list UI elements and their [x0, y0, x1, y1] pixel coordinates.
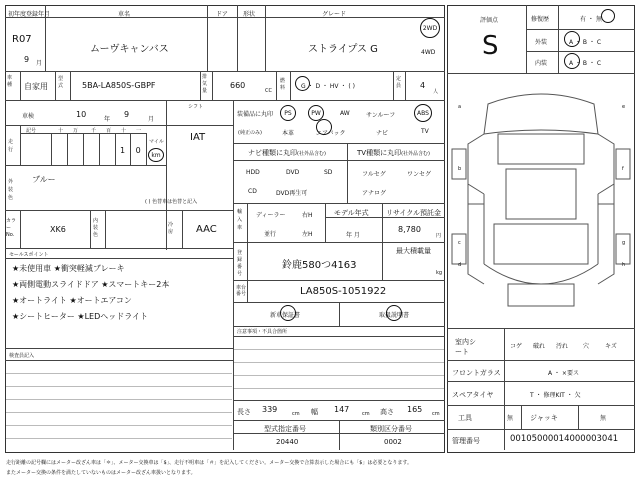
interior-label: 内装 [535, 60, 548, 67]
parallel-label: 並行 [264, 231, 277, 238]
equip-leather: 本革 [282, 130, 295, 137]
sales-point-label: セールスポイント [9, 252, 49, 258]
diagram-mark-a: a [458, 104, 462, 110]
equipment-label: 装備品に丸印 [237, 111, 274, 118]
displacement-value: 660 [230, 81, 246, 90]
mileage-label: 走行 [8, 139, 14, 153]
mileage-value: 1 0 [120, 146, 145, 155]
exterior-color-label: 外装色 [8, 179, 14, 201]
notes-label: 注意事項・不具合箇所 [237, 329, 288, 335]
width-label: 幅 [311, 408, 318, 416]
grade-label: グレード [322, 11, 347, 18]
mileage-digit-2: 万 [73, 128, 79, 134]
spare-tire-options: T ・ 修理KIT ・ 欠 [530, 392, 581, 399]
model-year-label: モデル年式 [334, 209, 369, 217]
drive-2wd: 2WD [420, 18, 440, 38]
model-prefix-label: 型式 [58, 76, 64, 89]
name-label: 車名 [118, 11, 131, 18]
front-glass-label: フロントガラス [452, 369, 501, 377]
mileage-digit-6: 一 [136, 128, 142, 134]
inspection-label: 車検 [22, 113, 35, 120]
nav-sd: SD [324, 169, 333, 176]
capacity-unit: 人 [433, 89, 439, 95]
color-change-note: ( ) 色替車は色替と記入 [145, 199, 198, 205]
cooler-label: 冷房 [168, 222, 174, 235]
equip-airbag: エアバック [316, 130, 346, 137]
category-value: 0002 [384, 438, 402, 446]
spare-tire-label: スペアタイヤ [452, 391, 494, 399]
first-reg-year: R07 [12, 34, 32, 45]
inspection-year: 10 [76, 110, 87, 119]
new-warranty-label: 新車保証書 [270, 312, 301, 319]
vehicle-grade: ストライプス G [308, 44, 378, 55]
sales-point-3: ★シートヒーター ★LEDヘッドライト [12, 312, 148, 321]
capacity-value: 4 [420, 81, 426, 90]
color-no-label: カラーNo. [6, 218, 17, 238]
diagram-mark-g: g [622, 240, 626, 246]
right-hand-label: 右H [302, 212, 313, 219]
vehicle-name: ムーヴキャンバス [90, 44, 169, 55]
mileage-digit-5: 十 [121, 128, 127, 134]
capacity-label: 定員 [396, 76, 402, 89]
interior-color-label: 内装色 [93, 218, 99, 238]
management-label: 管理番号 [452, 437, 480, 445]
tools-label: 工具 [458, 414, 472, 422]
recycle-unit: 円 [436, 233, 442, 239]
tv-oneseg: ワンセグ [407, 171, 432, 178]
max-load-label: 最大積載量 [396, 247, 431, 255]
nav-cd: CD [248, 188, 257, 195]
length-unit: cm [292, 411, 300, 417]
length-value: 339 [262, 405, 278, 414]
tv-fullseg: フルセグ [362, 171, 386, 178]
equipment-note: (純正のみ) [238, 130, 262, 136]
interior-options: A ・ B ・ C [569, 60, 602, 67]
shift-label: シフト [188, 104, 204, 110]
chassis-label: 車台番号 [236, 285, 247, 297]
tv-analog: アナログ [362, 190, 387, 197]
usage-value: 自家用 [24, 82, 48, 91]
displacement-unit: CC [265, 88, 272, 94]
fuel-label: 燃料 [280, 78, 286, 91]
displacement-label: 排気量 [202, 74, 208, 94]
tools-value: 無 [507, 415, 514, 422]
model-value: 5BA-LA850S-GBPF [82, 81, 156, 90]
inspector-note-label: 検査員記入 [9, 353, 35, 359]
registration-label: 登録番号 [237, 250, 243, 277]
chassis-value: LA850S-1051922 [300, 286, 387, 297]
color-no-value: XK6 [50, 225, 66, 234]
recycle-label: リサイクル預託金 [386, 209, 442, 217]
seat-option-1: 破れ [533, 343, 546, 350]
exterior-options: A ・ B ・ C [569, 39, 602, 46]
seat-option-3: 穴 [583, 343, 590, 350]
diagram-mark-f: f [622, 166, 624, 172]
equip-navi: ナビ [376, 130, 389, 137]
aircon-value: AAC [196, 224, 217, 235]
repair-options: 有 ・ 無 [580, 16, 602, 23]
mileage-unit-km: km [148, 148, 164, 162]
diagram-mark-e: e [622, 104, 626, 110]
inspection-month: 9 [124, 110, 130, 119]
car-condition-diagram [448, 74, 634, 326]
length-label: 長さ [237, 408, 251, 416]
mileage-digit-3: 千 [91, 128, 97, 134]
drive-4wd: 4WD [421, 49, 436, 56]
management-value: 00105000014000003041 [510, 434, 619, 444]
vehicle-type-label: 車種 [7, 75, 13, 88]
nav-dvd: DVD [286, 169, 300, 176]
shape-label: 形状 [243, 11, 256, 18]
model-year-value: 年 月 [346, 232, 360, 239]
inspection-year-unit: 年 [104, 116, 111, 123]
left-hand-label: 左H [302, 231, 313, 238]
mile-label: マイル [149, 139, 164, 145]
mileage-digit-4: 百 [106, 128, 112, 134]
first-reg-month: 9 [24, 55, 30, 64]
fuel-options: G ・ D ・ HV ・ ( ) [301, 83, 355, 90]
type-spec-value: 20440 [276, 438, 299, 446]
tv-type-label: TV種類に丸印(社外品含む) [357, 149, 430, 157]
diagram-mark-b: b [458, 166, 462, 172]
sales-point-1: ★両側電動スライドドア ★スマートキー2本 [12, 280, 170, 289]
repair-history-label: 修復歴 [531, 16, 550, 23]
interior-seat-label: 室内シート [455, 338, 476, 356]
door-label: ドア [216, 11, 228, 18]
inspector-note-lines [6, 361, 232, 449]
diagram-mark-c: c [458, 240, 461, 246]
height-label: 高さ [380, 408, 394, 416]
sales-point-0: ★未使用車 ★衝突軽減ブレーキ [12, 264, 125, 273]
score-label: 評価点 [480, 17, 499, 24]
shift-value: IAT [190, 132, 206, 143]
mileage-digit-0: 記号 [26, 128, 37, 134]
footer-note-2: またメーター交換の条件を満たしていないものはメーター改ざん車扱いとなります。 [6, 470, 196, 476]
notes-lines [234, 337, 444, 400]
inspection-month-unit: 月 [148, 116, 155, 123]
registration-value: 鈴鹿580つ4163 [282, 260, 357, 271]
new-warranty-circle [280, 305, 296, 321]
seat-option-0: コゲ [510, 343, 523, 350]
recycle-value: 8,780 [398, 225, 421, 234]
diagram-mark-h: h [622, 262, 626, 268]
footer-note-1: 走行距離の記号欄にはメーター改ざん車は「＊」、メーター交換車は「$」、走行不明車は「＃」を記入してください。メーター交換で合算表示した場合にも「$」は必要となります。 [6, 460, 412, 466]
equip-pw: PW [308, 105, 324, 121]
score-value: S [482, 31, 499, 61]
first-reg-month-unit: 月 [36, 60, 43, 67]
jack-value: 無 [600, 415, 607, 422]
max-load-unit: kg [436, 270, 443, 276]
repair-circle-none [601, 9, 615, 23]
category-label: 類別区分番号 [370, 425, 412, 433]
manual-circle [386, 305, 402, 321]
equip-ps: PS [280, 105, 296, 121]
mileage-digit-1: 十 [58, 128, 64, 134]
dealer-label: ディーラー [256, 212, 286, 219]
width-unit: cm [362, 411, 370, 417]
height-unit: cm [432, 411, 440, 417]
height-value: 165 [407, 405, 423, 414]
manual-label: 取扱説明書 [379, 312, 410, 319]
import-label: 輸入車 [237, 209, 243, 231]
equip-sunroof: サンルーフ [366, 112, 396, 119]
nav-type-label: ナビ種類に丸印(社外品含む) [248, 149, 326, 157]
equip-abs: ABS [414, 104, 432, 122]
jack-label: ジャッキ [530, 414, 558, 422]
exterior-label: 外装 [535, 39, 548, 46]
first-reg-label: 初年度登録年月 [8, 11, 51, 18]
sales-point-2: ★オートライト ★オートエアコン [12, 296, 132, 305]
nav-dvd-play: DVD再生可 [276, 190, 308, 197]
front-glass-options: A ・ ×要ス [548, 370, 579, 377]
seat-option-2: 汚れ [556, 343, 569, 350]
equip-aw: AW [340, 110, 350, 117]
equip-tv: TV [421, 128, 429, 135]
type-spec-label: 型式指定番号 [264, 425, 306, 433]
exterior-color-value: ブルー [32, 175, 56, 184]
seat-option-4: キズ [605, 343, 617, 350]
width-value: 147 [334, 405, 350, 414]
nav-hdd: HDD [246, 169, 260, 176]
diagram-mark-d: d [458, 262, 462, 268]
